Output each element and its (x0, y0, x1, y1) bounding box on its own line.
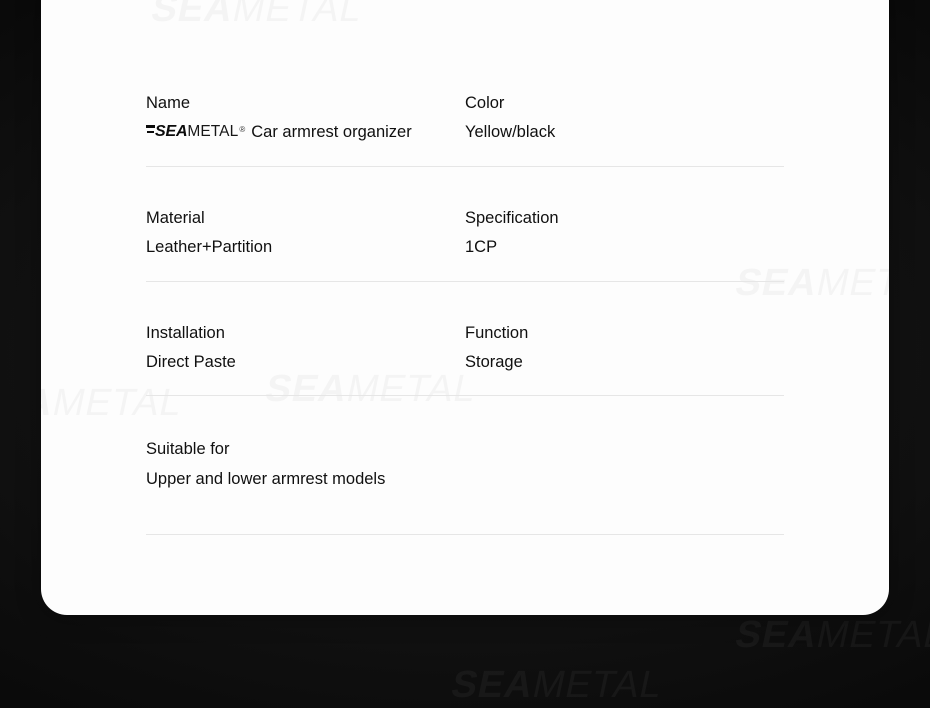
registered-trademark-icon: ® (239, 125, 246, 135)
table-row (146, 167, 784, 282)
spec-value-text: Car armrest organizer (251, 123, 412, 142)
watermark-sea-text (148, 0, 238, 30)
spec-cell-empty (465, 438, 784, 490)
spec-label: Material (146, 209, 205, 228)
spec-cell-color (465, 92, 784, 144)
spec-value: Upper and lower armrest models (146, 469, 386, 488)
spec-cell-suitable-for (146, 438, 465, 490)
spec-value (146, 121, 451, 144)
table-row (146, 282, 784, 397)
watermark-metal-text (813, 262, 889, 304)
spec-value: Yellow/black (465, 123, 556, 142)
logo-sea-text: SEA (146, 121, 187, 143)
spec-label: Installation (146, 323, 225, 342)
spec-cell-function (465, 322, 784, 374)
specification-table (146, 74, 784, 535)
spec-label: Color (465, 94, 505, 112)
table-row (146, 396, 784, 535)
seametal-logo (146, 121, 245, 143)
watermark-metal-text (229, 0, 367, 30)
spec-value: Leather+Partition (146, 238, 273, 257)
spec-value: Direct Paste (146, 352, 236, 371)
logo-metal-text: METAL (187, 123, 239, 141)
spec-cell-installation (146, 322, 465, 374)
spec-cell-name (146, 92, 465, 144)
product-spec-card (41, 0, 889, 615)
spec-label: Specification (465, 209, 559, 228)
spec-label: Name (146, 94, 191, 112)
spec-cell-material (146, 207, 465, 259)
spec-value: 1CP (465, 238, 498, 257)
spec-cell-specification (465, 207, 784, 259)
spec-label: Suitable for (146, 440, 230, 459)
watermark-sea-text (41, 382, 58, 424)
watermark-seametal (147, 0, 366, 31)
table-row (146, 74, 784, 167)
spec-label: Function (465, 323, 529, 342)
spec-value: Storage (465, 352, 523, 371)
